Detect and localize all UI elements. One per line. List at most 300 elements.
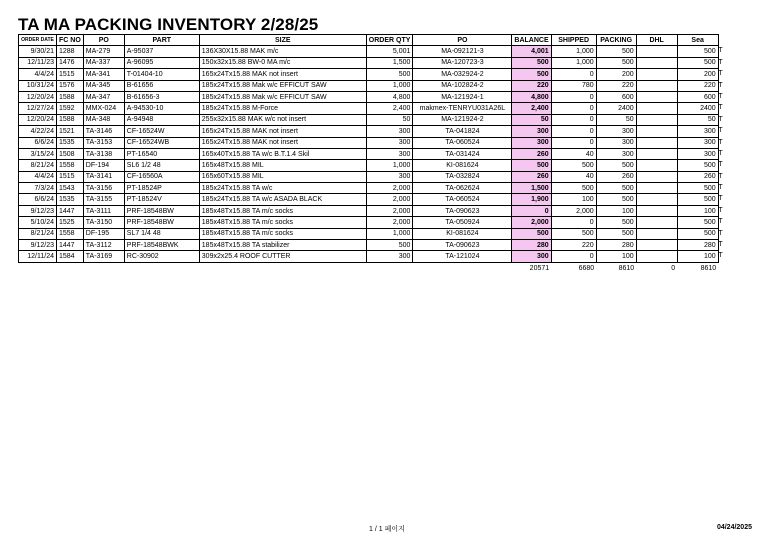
row-order-date: 9/12/23 [19,205,57,216]
row-order-date: 6/6/24 [19,137,57,148]
row-packing: 280 [596,240,636,251]
row-order-date: 4/4/24 [19,171,57,182]
row-shipped: 1,000 [551,46,596,57]
row-packing: 500 [596,228,636,239]
row-dhl [636,205,677,216]
row-part: RC-30902 [124,251,199,262]
sea-value: 260 [703,173,716,181]
row-order-date: 12/20/24 [19,91,57,102]
table-row [19,137,719,148]
row-balance: 2,400 [512,103,551,114]
table-row [19,251,719,262]
row-packing: 50 [596,114,636,125]
row-fc-no: 1515 [57,171,84,182]
page-indicator: 1 / 1 페이지 [369,526,405,533]
row-shipped: 0 [551,137,596,148]
row-fc-no: 1558 [57,160,84,171]
row-shipped: 1,000 [551,57,596,68]
row-fc-no: 1543 [57,183,84,194]
row-sea [677,228,723,239]
row-packing: 500 [596,160,636,171]
row-balance: 50 [512,114,551,125]
row-part: A-94530-10 [124,103,199,114]
row-dhl [636,228,677,239]
row-packing: 500 [596,57,636,68]
sea-value: 300 [703,127,716,135]
row-fc-no: 1535 [57,137,84,148]
row-sea [677,80,723,91]
row-packing: 300 [596,148,636,159]
row-po: MA-345 [83,80,124,91]
row-order-qty: 2,000 [366,183,413,194]
row-sea [677,103,723,114]
sea-value: 220 [703,82,716,90]
row-po: TA-3138 [83,148,124,159]
row-sea [677,148,723,159]
row-balance: 2,000 [512,217,551,228]
row-po: DF-194 [83,160,124,171]
sea-value: 200 [703,70,716,78]
row-order-date: 9/12/23 [19,240,57,251]
row-shipped: 40 [551,171,596,182]
sea-value: 300 [703,139,716,147]
sea-value: 50 [707,116,716,124]
row-order-qty: 500 [366,240,413,251]
row-order-qty: 1,000 [366,228,413,239]
row-part: PRF-18548BW [124,217,199,228]
sea-value: 100 [703,253,716,261]
row-po-ref: TA-090623 [413,240,512,251]
header-part: PART [124,35,199,46]
row-fc-no: 1521 [57,126,84,137]
row-fc-no: 1535 [57,194,84,205]
row-po: TA-3111 [83,205,124,216]
row-fc-no: 1592 [57,103,84,114]
row-size: 185x48Tx15.88 TA stabilizer [199,240,366,251]
row-po: MMX-024 [83,103,124,114]
header-packing: PACKING [596,35,636,46]
row-sea [677,205,723,216]
row-po: TA-3150 [83,217,124,228]
table-row [19,80,719,91]
row-fc-no: 1588 [57,114,84,125]
row-part: B-61656 [124,80,199,91]
print-date: 04/24/2025 [716,524,752,531]
sea-value: 2400 [700,105,716,113]
row-size: 185x24Tx15.88 TA w/c ASADA BLACK [199,194,366,205]
row-order-qty: 5,001 [366,46,413,57]
sea-flag: T [718,161,723,169]
row-size: 309x2x25.4 ROOF CUTTER [199,251,366,262]
row-order-date: 10/31/24 [19,80,57,91]
row-size: 165x24Tx15.88 MAK not insert [199,137,366,148]
row-shipped: 500 [551,160,596,171]
sheet-title: TA MA PACKING INVENTORY 2/28/25 [18,15,319,34]
table-row [19,148,719,159]
sea-value: 500 [703,196,716,204]
inventory-table [18,34,723,273]
row-shipped: 0 [551,217,596,228]
row-fc-no: 1515 [57,69,84,80]
row-sea [677,194,723,205]
row-order-date: 12/27/24 [19,103,57,114]
sea-value: 280 [703,241,716,249]
sea-flag: T [718,149,723,157]
row-packing: 500 [596,194,636,205]
row-po-ref: TA-062624 [413,183,512,194]
header-size: SIZE [199,35,366,46]
row-po-ref: TA-032824 [413,171,512,182]
row-size: 185x48Tx15.88 TA m/c socks [199,228,366,239]
row-order-qty: 500 [366,69,413,80]
sea-value: 100 [703,207,716,215]
header-shipped: SHIPPED [551,35,596,46]
row-dhl [636,240,677,251]
row-dhl [636,137,677,148]
table-row [19,103,719,114]
row-po: MA-279 [83,46,124,57]
row-packing: 200 [596,69,636,80]
row-shipped: 0 [551,114,596,125]
row-balance: 500 [512,69,551,80]
table-row [19,69,719,80]
row-balance: 300 [512,126,551,137]
row-shipped: 40 [551,148,596,159]
row-balance: 280 [512,240,551,251]
row-dhl [636,69,677,80]
row-fc-no: 1558 [57,228,84,239]
row-packing: 220 [596,80,636,91]
row-order-qty: 300 [366,126,413,137]
row-sea [677,46,723,57]
row-packing: 100 [596,251,636,262]
total-packing: 8610 [618,264,635,272]
table-row [19,57,719,68]
row-fc-no: 1508 [57,148,84,159]
row-packing: 300 [596,137,636,148]
row-order-qty: 300 [366,137,413,148]
row-order-date: 9/30/21 [19,46,57,57]
row-balance: 4,800 [512,91,551,102]
sea-flag: T [718,252,723,260]
row-sea [677,91,723,102]
row-shipped: 0 [551,69,596,80]
row-sea [677,126,723,137]
row-packing: 2400 [596,103,636,114]
sea-flag: T [718,229,723,237]
row-balance: 1,500 [512,183,551,194]
row-order-qty: 300 [366,251,413,262]
row-po-ref: MA-032924-2 [413,69,512,80]
sea-flag: T [718,92,723,100]
sea-value: 500 [703,184,716,192]
row-part: B-61656-3 [124,91,199,102]
row-balance: 300 [512,251,551,262]
row-po-ref: MA-121924-2 [413,114,512,125]
header-po: PO [83,35,124,46]
row-balance: 260 [512,171,551,182]
row-part: PT-16540 [124,148,199,159]
row-dhl [636,183,677,194]
row-packing: 500 [596,46,636,57]
sea-value: 500 [703,161,716,169]
row-shipped: 220 [551,240,596,251]
sea-flag: T [718,127,723,135]
row-order-qty: 50 [366,114,413,125]
row-size: 185x24Tx15.88 Mak w/c EFFICUT SAW [199,91,366,102]
row-po-ref: TA-060524 [413,137,512,148]
row-dhl [636,126,677,137]
row-po: MA-341 [83,69,124,80]
sea-flag: T [718,104,723,112]
row-sea [677,137,723,148]
row-size: 165x24Tx15.88 MAK not insert [199,126,366,137]
row-size: 150x32x15.88 BW-0 MA m/c [199,57,366,68]
sea-flag: T [718,115,723,123]
row-part: PRF-18548BW [124,205,199,216]
sea-flag: T [718,241,723,249]
row-po-ref: MA-121924-1 [413,91,512,102]
row-dhl [636,114,677,125]
header-order-date: ORDER DATE [19,35,57,46]
row-order-date: 12/20/24 [19,114,57,125]
header-po-ref: PO [413,35,512,46]
row-fc-no: 1576 [57,80,84,91]
row-size: 185x48Tx15.88 TA m/c socks [199,217,366,228]
sea-flag: T [718,47,723,55]
row-po: MA-348 [83,114,124,125]
table-row [19,205,719,216]
row-dhl [636,46,677,57]
header-order-qty: ORDER QTY [366,35,413,46]
row-fc-no: 1288 [57,46,84,57]
row-order-date: 3/15/24 [19,148,57,159]
table-row [19,126,719,137]
row-order-qty: 1,500 [366,57,413,68]
sea-flag: T [718,172,723,180]
row-shipped: 2,000 [551,205,596,216]
header-dhl: DHL [636,35,677,46]
table-row [19,46,719,57]
row-dhl [636,217,677,228]
row-po-ref: TA-060524 [413,194,512,205]
row-po-ref: KI-081624 [413,160,512,171]
row-part: T-01404-10 [124,69,199,80]
row-part: SL7 1/4 48 [124,228,199,239]
row-part: CF-16560A [124,171,199,182]
sea-value: 500 [703,59,716,67]
row-order-qty: 300 [366,171,413,182]
sea-flag: T [718,70,723,78]
row-order-qty: 2,000 [366,217,413,228]
row-dhl [636,148,677,159]
row-size: 165x24Tx15.88 MAK not insert [199,69,366,80]
row-size: 185x24Tx15.88 Mak w/c EFFICUT SAW [199,80,366,91]
row-shipped: 0 [551,126,596,137]
row-order-date: 8/21/24 [19,160,57,171]
row-dhl [636,251,677,262]
row-packing: 100 [596,205,636,216]
row-part: A-95037 [124,46,199,57]
row-sea [677,160,723,171]
sea-flag: T [718,184,723,192]
header-balance: BALANCE [512,35,551,46]
row-order-date: 8/21/24 [19,228,57,239]
row-order-date: 6/6/24 [19,194,57,205]
row-dhl [636,57,677,68]
table-row [19,114,719,125]
row-size: 165x60Tx15.88 MIL [199,171,366,182]
row-size: 165x40Tx15.88 TA w/c B.T.1.4 Skil [199,148,366,159]
row-po-ref: TA-041824 [413,126,512,137]
row-po-ref: MA-120723-3 [413,57,512,68]
row-balance: 500 [512,228,551,239]
row-fc-no: 1584 [57,251,84,262]
header-sea: Sea [677,35,718,46]
sea-value: 300 [703,150,716,158]
row-po: MA-347 [83,91,124,102]
row-po: TA-3141 [83,171,124,182]
row-balance: 500 [512,160,551,171]
row-sea [677,69,723,80]
row-fc-no: 1447 [57,205,84,216]
row-fc-no: 1476 [57,57,84,68]
row-packing: 260 [596,171,636,182]
sea-value: 500 [703,218,716,226]
row-dhl [636,80,677,91]
row-balance: 4,001 [512,46,551,57]
row-po: MA-337 [83,57,124,68]
row-part: A-94948 [124,114,199,125]
row-shipped: 0 [551,91,596,102]
row-order-date: 7/3/24 [19,183,57,194]
row-po: TA-3153 [83,137,124,148]
total-shipped: 6680 [578,264,595,272]
row-po-ref: MA-102824-2 [413,80,512,91]
row-po-ref: makmex-TENRYU031A26L [413,103,512,114]
row-order-qty: 4,800 [366,91,413,102]
row-shipped: 100 [551,194,596,205]
row-order-qty: 2,000 [366,205,413,216]
row-order-date: 4/22/24 [19,126,57,137]
row-sea [677,57,723,68]
row-po-ref: TA-090623 [413,205,512,216]
row-shipped: 0 [551,103,596,114]
row-size: 185x48Tx15.88 TA m/c socks [199,205,366,216]
table-row [19,194,719,205]
row-order-qty: 1,000 [366,160,413,171]
row-part: SL6 1/2 48 [124,160,199,171]
row-sea [677,183,723,194]
row-fc-no: 1447 [57,240,84,251]
row-balance: 220 [512,80,551,91]
row-sea [677,251,723,262]
row-order-qty: 300 [366,148,413,159]
table-row [19,217,719,228]
row-po: TA-3156 [83,183,124,194]
sea-flag: T [718,218,723,226]
row-balance: 1,900 [512,194,551,205]
row-order-date: 5/10/24 [19,217,57,228]
row-packing: 500 [596,217,636,228]
table-row [19,228,719,239]
row-sea [677,217,723,228]
sea-value: 500 [703,48,716,56]
header-row [19,35,719,46]
row-fc-no: 1588 [57,91,84,102]
total-balance: 20571 [529,264,550,272]
header-fc-no: FC NO [57,35,84,46]
row-po-ref: TA-121024 [413,251,512,262]
row-dhl [636,103,677,114]
row-part: PT-18524V [124,194,199,205]
row-packing: 600 [596,91,636,102]
row-part: A-96095 [124,57,199,68]
sea-value: 600 [703,93,716,101]
table-row [19,171,719,182]
row-shipped: 780 [551,80,596,91]
sea-flag: T [718,195,723,203]
sea-value: 500 [703,230,716,238]
row-balance: 300 [512,137,551,148]
row-size: 185x24Tx15.88 M-Force [199,103,366,114]
row-packing: 300 [596,126,636,137]
row-dhl [636,160,677,171]
row-sea [677,171,723,182]
row-po: TA-3112 [83,240,124,251]
row-shipped: 0 [551,251,596,262]
row-po-ref: MA-092121-3 [413,46,512,57]
row-part: PT-18524P [124,183,199,194]
row-shipped: 500 [551,228,596,239]
row-order-date: 4/4/24 [19,69,57,80]
row-dhl [636,194,677,205]
row-fc-no: 1525 [57,217,84,228]
row-size: 255x32x15.88 MAK w/c not insert [199,114,366,125]
row-part: PRF-18548BWK [124,240,199,251]
row-sea [677,240,723,251]
row-po: TA-3169 [83,251,124,262]
row-shipped: 500 [551,183,596,194]
row-size: 165x48Tx15.88 MIL [199,160,366,171]
row-po: DF-195 [83,228,124,239]
row-size: 185x24Tx15.88 TA w/c [199,183,366,194]
row-order-qty: 2,000 [366,194,413,205]
row-order-date: 12/11/24 [19,251,57,262]
row-part: CF-16524WB [124,137,199,148]
row-sea [677,114,723,125]
row-balance: 260 [512,148,551,159]
row-balance: 0 [512,205,551,216]
table-row [19,240,719,251]
row-dhl [636,171,677,182]
row-po-ref: KI-081624 [413,228,512,239]
row-po: TA-3146 [83,126,124,137]
sea-flag: T [718,138,723,146]
row-order-date: 12/11/23 [19,57,57,68]
row-po-ref: TA-050924 [413,217,512,228]
row-order-qty: 1,000 [366,80,413,91]
table-row [19,183,719,194]
sea-flag: T [718,81,723,89]
row-part: CF-16524W [124,126,199,137]
table-row [19,91,719,102]
row-po: TA-3155 [83,194,124,205]
total-dhl: 0 [671,264,676,272]
row-packing: 500 [596,183,636,194]
row-po-ref: TA-031424 [413,148,512,159]
row-dhl [636,91,677,102]
